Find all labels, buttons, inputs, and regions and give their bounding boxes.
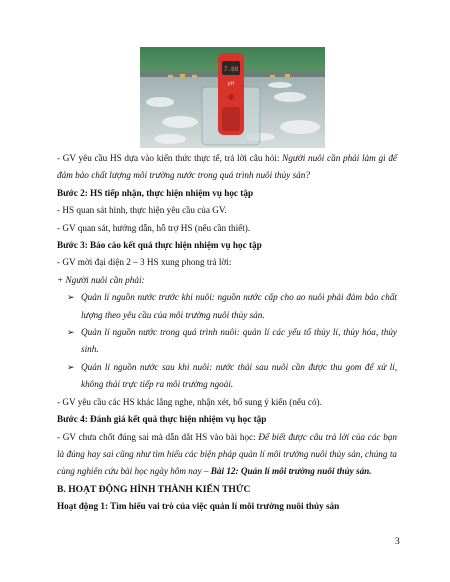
step4-title: Bước 4: Đánh giá kết quả thực hiện nhiệm vụ học tập [57, 414, 267, 425]
ph-meter-photo [140, 47, 325, 148]
step3-line1: - GV mời đại diện 2 – 3 HS xung phong trả lời: [57, 257, 232, 268]
arrow-bullet-icon: ➢ [67, 292, 75, 303]
page-number: 3 [395, 537, 400, 547]
paragraph-gv-request: - GV yêu cầu HS dựa vào kiến thức thực tế, trả lời câu hỏi: Người nuôi cần phải làm gì để đảm bảo chất lượng môi trường nước trong quá trình nuôi thủy sản? [57, 153, 397, 181]
meter-display: 7.88 [223, 66, 239, 73]
arrow-bullet-icon: ➢ [67, 361, 75, 372]
step3-answer-intro: + Người nuôi cần phải: [57, 274, 145, 285]
step3-line2: - GV yêu cầu các HS khác lắng nghe, nhận xét, bổ sung ý kiến (nếu có). [57, 396, 322, 407]
step2-line2: - GV quan sát, hướng dẫn, hỗ trợ HS (nếu cần thiết). [57, 222, 251, 233]
step3-title: Bước 3: Báo cáo kết quả thực hiện nhiệm vụ học tập [57, 240, 262, 251]
arrow-bullet-icon: ➢ [67, 327, 75, 338]
bullet-item: ➢ Quản lí nguồn nước sau khi nuôi: nước thải sau nuôi cần được thu gom để xử lí, không thải trực tiếp ra môi trường ngoài. [57, 359, 397, 394]
activity1-title: Hoạt động 1: Tìm hiểu vai trò của việc quản lí môi trường nuôi thủy sản [57, 501, 340, 512]
section-b-title: B. HOẠT ĐỘNG HÌNH THÀNH KIẾN THỨC [57, 483, 251, 495]
document-body [57, 150, 397, 516]
meter-label: pH [227, 81, 235, 87]
bullet-item: ➢ Quản lí nguồn nước trước khi nuôi: nguồn nước cấp cho ao nuôi phải đảm bảo chất lượng theo yêu cầu của môi trường nuôi thủy sản. [57, 289, 397, 324]
bullet-item: ➢ Quản lí nguồn nước trong quá trình nuôi: quản lí các yếu tố thủy lí, thủy hóa, thủy sinh. [57, 324, 397, 359]
step4-paragraph: - GV chưa chốt đúng sai mà dẫn dắt HS vào bài học: Để biết được câu trả lời của các bạn là đúng hay sai cũng như tìm hiểu các biện pháp quản lí môi trường nuôi thủy sản, chúng ta cùng nghiên cứu bài học ngày hôm nay – Bài 12: Quản lí môi trường nuôi thủy sản. [57, 431, 397, 477]
ph-meter-illustration [140, 47, 325, 148]
step2-line1: - HS quan sát hình, thực hiện yêu cầu của GV. [57, 205, 227, 216]
step2-title: Bước 2: HS tiếp nhận, thực hiện nhiệm vụ học tập [57, 187, 254, 198]
